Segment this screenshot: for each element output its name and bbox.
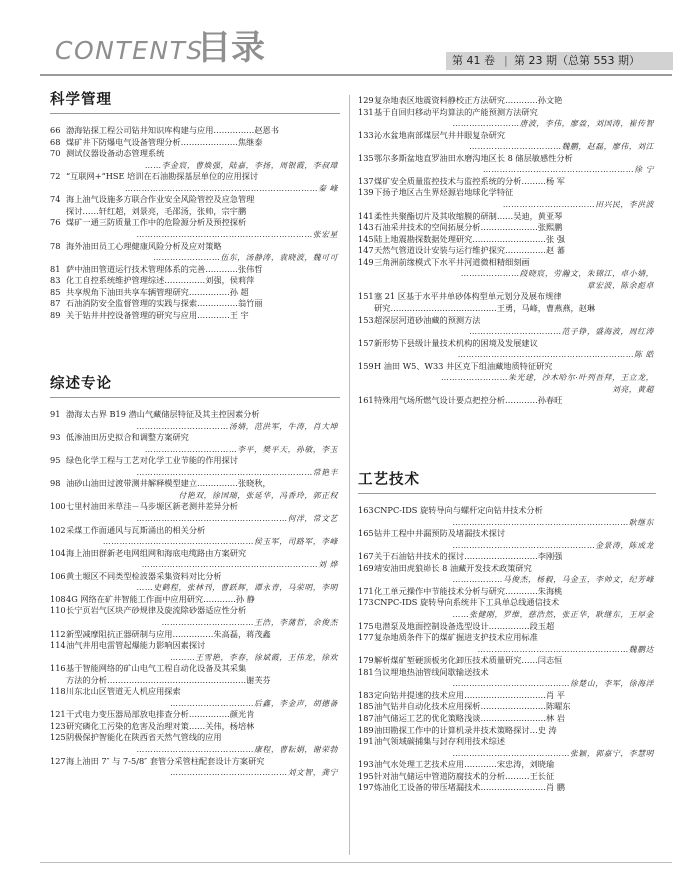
article-title: 基于智能网络的矿山电气工程自动化设备及其采集 [66, 663, 247, 674]
page-number: 98 [50, 478, 61, 489]
toc-entry[interactable] [358, 528, 656, 540]
toc-authors [50, 252, 340, 264]
page-number: 181 [358, 666, 374, 677]
page-number: 68 [50, 136, 61, 147]
toc-authors [50, 536, 340, 548]
volume-label: 第 41 卷 [452, 54, 495, 67]
page-number: 70 [50, 148, 61, 159]
toc-entry[interactable] [358, 130, 656, 142]
page-number: 145 [358, 233, 374, 244]
toc-entry[interactable] [50, 571, 340, 583]
page-number: 110 [50, 605, 66, 616]
toc-authors [358, 384, 656, 396]
section-rule [50, 113, 340, 114]
toc-entry[interactable] [50, 640, 340, 652]
author-names: ……史鹤程，张林刊，曹跃辉，谭永青，马荣明，李明 [136, 583, 338, 593]
toc-entry[interactable] [358, 245, 656, 257]
author-names: ……………………………………………金景涛，陈成龙 [452, 540, 654, 550]
article-title: “互联网+”HSE 培训在石油勘探基层单位的应用探讨 [66, 171, 259, 182]
article-title: 七里村油田米草洼－马步塬区新老测井差异分析 [66, 501, 238, 512]
article-title: 油气储运工艺的优化策略浅谈……………………林 岩 [374, 712, 565, 723]
toc-entry[interactable] [50, 125, 340, 137]
toc-entry[interactable] [358, 632, 656, 644]
toc-authors [358, 118, 656, 130]
toc-entry[interactable] [358, 257, 656, 269]
article-title: 化工自控系统维护管理综述……………刘强，侯莉萍 [66, 275, 255, 286]
page-number: 102 [50, 524, 66, 535]
toc-entry[interactable] [358, 176, 656, 188]
article-title: 新型减摩阻抗正器研制与应用……………朱高磊，蒋茂鑫 [66, 628, 271, 639]
toc-entry[interactable] [358, 563, 656, 575]
article-title: 黄土塬区不同类型检波器采集资料对比分析 [66, 570, 222, 581]
page-number: 197 [358, 782, 374, 793]
toc-authors [50, 559, 340, 571]
page-number: 153 [358, 314, 374, 325]
page-number: 108 [50, 593, 66, 604]
toc-entry[interactable] [50, 594, 340, 606]
page-number: 141 [358, 210, 374, 221]
page-number: 87 [50, 298, 61, 309]
page-number: 159 [358, 360, 374, 371]
toc-authors [50, 617, 340, 629]
toc-authors [50, 582, 340, 594]
article-title: 针对油气储运中管道防腐技术的分析………王长征 [374, 770, 555, 781]
page-number: 104 [50, 547, 66, 558]
page-number: 151 [358, 291, 374, 302]
page-number: 165 [358, 528, 374, 539]
toc-authors [50, 744, 340, 756]
article-title: 化工单元操作中节能技术分析与研究…………朱海桃 [374, 585, 563, 596]
author-names: ……………………………田兴民，李洪波 [502, 199, 654, 209]
page-number: 121 [50, 709, 66, 720]
article-title: 复杂地质条件下的煤矿掘进支护技术应用标准 [374, 632, 538, 642]
toc-entry[interactable] [358, 107, 656, 119]
toc-entry[interactable] [50, 432, 340, 444]
article-title: 采煤工作面通风与瓦斯涌出的相关分析 [66, 524, 206, 535]
toc-entry[interactable] [358, 303, 656, 315]
page-number: 193 [358, 759, 374, 770]
page-number: 173 [358, 597, 374, 608]
article-title: 干式电力变压器局部放电排查分析……………颜光肯 [66, 709, 255, 720]
author-names: ……………………………李平，樊平天，孙敏，李玉 [144, 444, 338, 454]
page-number: 100 [50, 501, 66, 512]
article-title: 新形势下县级计量技术机构的困境及发展建议 [374, 337, 538, 348]
article-title: 4G 网络在矿井智能工作面中应用研究…………孙 静 [66, 593, 255, 604]
page-number: 189 [358, 724, 374, 735]
toc-authors [50, 698, 340, 710]
article-title: 油气井用电雷管起爆能力影响因素探讨 [66, 640, 206, 650]
toc-authors [50, 229, 340, 241]
toc-authors [50, 767, 340, 779]
author-names: ………………………………………………………张宏星 [136, 229, 338, 239]
author-names: ……………………朱光建，沙木哈尔·叶列吾拜，王立龙， [441, 373, 654, 383]
article-title: 石油消防安全监督管理的实践与探索……………翁竹丽 [66, 298, 263, 309]
section-heading [50, 374, 340, 394]
author-names: …………………………后鑫，李金声，胡德备 [170, 698, 338, 708]
page-number: 118 [50, 686, 66, 697]
toc-authors [50, 652, 340, 664]
page-number: 66 [50, 125, 61, 135]
article-title: 海上油气设施多方联合作业安全风险管控及应急管理 [66, 194, 255, 205]
toc-entry[interactable] [358, 551, 656, 563]
author-names: ……………………………………徐楚山，李军，徐海洋 [452, 679, 654, 689]
article-title: 陆上地震勘探数据处理研究………………………张 强 [374, 233, 565, 244]
toc-authors [358, 349, 656, 361]
page-number: 81 [50, 263, 61, 274]
toc-entry[interactable] [358, 621, 656, 633]
toc-authors [358, 164, 656, 176]
toc-entry[interactable] [50, 525, 340, 537]
article-title: 基于自回归移动平均算法的产能预测方法研究 [374, 106, 538, 117]
page-number: 83 [50, 275, 61, 286]
toc-entry[interactable] [50, 663, 340, 675]
page-number: 161 [358, 395, 374, 406]
toc-authors [358, 574, 656, 586]
article-title: 探讨……轩红超，刘景亮，毛邵汤，张帅，宗宇鹏 [66, 205, 247, 216]
article-title: 油砂山油田过渡带测井解释模型建立……………张晓秋， [66, 478, 271, 489]
article-title: 油气水处理工艺技术应用…………宋忠涛，刘晓瑜 [374, 759, 555, 770]
author-names: ……………………………………………………………秦 峰 [125, 183, 338, 193]
author-names: ………………………………………………魏鹏达 [477, 644, 654, 654]
toc-authors [358, 748, 656, 760]
page-number: 169 [358, 562, 374, 573]
section-title: 科学管理 [50, 92, 112, 108]
toc-entry[interactable] [358, 701, 656, 713]
toc-authors [50, 490, 340, 502]
article-title: 复杂地表区地震资料静校正方法研究…………孙文艳 [374, 95, 563, 105]
section-rule [50, 397, 340, 398]
toc-entry[interactable] [358, 713, 656, 725]
article-title: 电潜泵及地面控制设备选型设计……………段玉超 [374, 620, 555, 631]
article-title: 方法的分析……………………………………………谢芙芬 [66, 674, 271, 685]
author-names: ……………………伍东，汤静涛，袁晓波，魏可可 [153, 253, 338, 263]
issue-info-bar [446, 52, 673, 70]
page-number: 191 [358, 736, 374, 746]
issue-separator: | [504, 54, 508, 67]
toc-entry[interactable] [358, 586, 656, 598]
author-names: ……………………………………刘文智，龚宁 [170, 768, 338, 777]
page-number: 116 [50, 663, 66, 674]
page-number: 131 [358, 106, 374, 117]
section-heading [358, 470, 656, 490]
article-title: CNPC-IDS 旋转导向系统井下工具单总线通信技术 [374, 597, 560, 608]
toc-entry[interactable] [358, 95, 656, 107]
article-title: 低渗油田历史拟合和调整方案研究 [66, 432, 189, 443]
article-title: 海上油田 7″ 与 7-5/8″ 套管分采管柱配套设计方案研究 [66, 755, 265, 766]
toc-entry[interactable] [358, 597, 656, 609]
toc-entry[interactable] [358, 222, 656, 234]
author-names: ………………………………………………侯玉军，司路军，李峰 [102, 537, 338, 546]
toc-entry[interactable] [50, 455, 340, 467]
article-title: 煤矿井下防爆电气设备管理分析…………………焦继泰 [66, 136, 263, 147]
toc-entry[interactable] [358, 234, 656, 246]
page-number: 72 [50, 171, 61, 182]
article-title: 沁水盆地南部煤层气井井眼复杂研究 [374, 129, 506, 140]
toc-authors [358, 644, 656, 656]
toc-entry[interactable] [358, 782, 656, 794]
page-number: 185 [358, 701, 374, 712]
toc-entry[interactable] [358, 395, 656, 407]
page-number: 95 [50, 455, 61, 466]
author-names: 付艳双，徐国瑞，张延华，冯香玲，郭正权 [178, 490, 338, 500]
article-title: 研究…………………………………王勇，马峰，曹燕燕，赵琳 [374, 302, 596, 313]
toc-authors [50, 160, 340, 172]
page-number: 171 [358, 585, 374, 596]
toc-entry[interactable] [358, 759, 656, 771]
article-title: 解析煤矿堑硬顶板劣化卸压技术质量研究……闫志恒 [374, 655, 563, 666]
page-number: 147 [358, 245, 374, 256]
page-number: 114 [50, 640, 66, 650]
author-names: ………………………………………………………刘 烨 [141, 560, 338, 570]
page-number: 163 [358, 505, 374, 515]
article-title: 渤海钻探工程公司钻井知识库构建与应用……………赵恩书 [66, 125, 279, 135]
page-number: 175 [358, 620, 374, 631]
toc-entry[interactable] [50, 194, 340, 206]
article-title: 川东北山区管道无人机应用探索 [66, 686, 181, 697]
toc-entry[interactable] [50, 298, 340, 310]
toc-entry[interactable] [50, 171, 340, 183]
article-title: 天然气管道设计安装与运行维护探究……………赵 蕃 [374, 245, 565, 256]
toc-entry[interactable] [358, 338, 656, 350]
toc-authors [50, 513, 340, 525]
toc-entry[interactable] [358, 736, 656, 748]
page-number: 195 [358, 770, 374, 781]
article-title: 油气钻井自动化技术应用探析……………………陈曜东 [374, 701, 571, 712]
author-names: …………………段晓宸，劳瀚文，朱锦江，卓小婧， [460, 269, 654, 279]
issue-label: 第 23 期（总第 553 期） [514, 54, 640, 67]
page-number: 187 [358, 712, 374, 723]
toc-entry[interactable] [50, 732, 340, 744]
article-title: 油田勘探工作中的计算机录井技术策略探讨…史 涛 [374, 724, 557, 735]
toc-authors [50, 467, 340, 479]
article-title: 绿色化学工程与工艺对化学工业节能的作用探讨 [66, 455, 238, 466]
page-number: 123 [50, 720, 66, 731]
article-title: 油气领域碳捕集与封存利用技术综述 [374, 736, 506, 746]
toc-authors [358, 372, 656, 384]
author-names: ……………………………魏鹏，赵磊，廖伟，刘江 [469, 142, 654, 152]
author-names: ………………………………………………何洋，常文艺 [136, 514, 338, 523]
article-title: 渤海太古界 B19 潜山气藏储层特征及其主控因素分析 [66, 409, 260, 419]
article-title: 柔性共聚酯切片及其收缩膜的研制……吴迪，黄亚琴 [374, 210, 563, 221]
toc-authors [358, 678, 656, 690]
page-number: 76 [50, 217, 61, 228]
article-title: 关于石油钻井技术的探讨………………………李刚强 [374, 551, 563, 562]
page-number: 78 [50, 240, 61, 251]
toc-entry[interactable] [358, 690, 656, 702]
article-title: 萨中油田管道运行技术管理体系的完善…………张伟哲 [66, 263, 263, 274]
toc-entry[interactable] [50, 478, 340, 490]
page-number: 183 [358, 689, 374, 700]
page-number: 127 [50, 755, 66, 766]
page-number: 179 [358, 655, 374, 666]
author-names: ………………马俊杰，杨毅，马金玉，李帅文，纪芳峰 [452, 575, 654, 585]
article-title: 靖安油田虎狼峁长 8 油藏开发技术政策研究 [374, 562, 532, 573]
article-title: 刍议埋地热油管线间歇输送技术 [374, 666, 489, 677]
article-title: 炼油化工设备的带压堵漏技术……………………肖 鹏 [374, 782, 565, 793]
author-names: ……………………………………康程，曹耘娟，谢荣勃 [136, 745, 338, 754]
toc-entry[interactable] [358, 505, 656, 517]
page-number: 157 [358, 337, 374, 348]
toc-entry[interactable] [50, 275, 340, 287]
section-rule [358, 493, 656, 494]
author-names: ……………………………王浩，李蒲哲，余俊杰 [161, 617, 338, 627]
toc-authors [50, 444, 340, 456]
author-names: ………王雪艳，李春，徐斌霞，王伟龙，徐欢 [170, 652, 338, 662]
toc-authors [358, 268, 656, 280]
toc-entry[interactable] [50, 137, 340, 149]
author-names: 刘亮，黄超 [612, 384, 654, 394]
article-title: 测试仪器设备动态管理系统 [66, 148, 165, 159]
header-rule [40, 74, 672, 76]
author-names: ……李金宸，曹焕强，陆嘉，李扬，周银霞，李叔璋 [144, 160, 338, 170]
toc-entry[interactable] [50, 629, 340, 641]
column-divider [349, 95, 350, 855]
toc-authors [358, 326, 656, 338]
page-number: 137 [358, 175, 374, 186]
journal-header [40, 12, 672, 70]
page-number: 167 [358, 551, 374, 562]
article-title: 关于钻井井控设备管理的研究与应用…………王 宇 [66, 309, 249, 320]
contents-title-english: CONTENTS [55, 36, 204, 65]
author-names: ……………………………范子铮，盛海波，周红涛 [469, 327, 654, 336]
article-title: 阴极保护智能化在陕西省天然气管线的应用 [66, 732, 222, 743]
toc-entry[interactable] [358, 771, 656, 783]
article-title: 煤矿安全质量监控技术与监控系统的分析………杨 军 [374, 175, 565, 186]
toc-entry[interactable] [358, 315, 656, 327]
article-title: 研究磷化工污染的危害及治理对策……关伟，杨培林 [66, 720, 255, 731]
author-names: ……………………………汤婧，范洪军，牛涛，肖大坤 [136, 421, 338, 431]
toc-entry[interactable] [50, 721, 340, 733]
page-number: 112 [50, 628, 66, 639]
page-number: 125 [50, 732, 66, 743]
toc-entry[interactable] [50, 756, 340, 768]
toc-entry[interactable] [358, 187, 656, 199]
page-number: 139 [358, 187, 374, 198]
toc-entry[interactable] [358, 211, 656, 223]
toc-authors [50, 183, 340, 195]
page-number: 74 [50, 194, 61, 205]
article-title: 海上油田群新老电网组网和海底电缆路由方案研究 [66, 547, 247, 558]
toc-entry[interactable] [50, 264, 340, 276]
author-names: ……………………唐波，李伟，廖盈，刘国涛，崔传智 [452, 119, 654, 129]
article-title: 超深层河道砂油藏的预测方法 [374, 314, 481, 325]
toc-entry[interactable] [358, 361, 656, 373]
author-names: ………………………………………………………陈 皓 [457, 350, 654, 360]
page-number: 106 [50, 570, 66, 581]
page-number: 91 [50, 409, 61, 419]
toc-entry[interactable] [358, 153, 656, 165]
page-number: 89 [50, 309, 61, 320]
toc-entry[interactable] [358, 667, 656, 679]
toc-entry[interactable] [50, 409, 340, 421]
page-number: 149 [358, 256, 374, 267]
article-title: 钻井工程中井漏预防及堵漏技术探讨 [374, 528, 506, 539]
article-title: 鄂尔多斯盆地直罗油田水磨沟地区长 8 储层敏感性分析 [374, 152, 573, 163]
toc-authors [358, 517, 656, 529]
toc-entry[interactable] [50, 217, 340, 229]
article-title: H 油田 W5、W33 井区克下组油藏地质特征研究 [374, 360, 553, 371]
toc-entry[interactable] [50, 686, 340, 698]
article-title: 特殊用气场所燃气设计要点把控分析…………孙春旺 [374, 395, 563, 406]
author-names: ………………………………………………………常艳丰 [136, 467, 338, 477]
author-names: ………………………………………………徐 宁 [482, 165, 654, 175]
article-title: 海外油田员工心理健康风险分析及应对策略 [66, 240, 222, 251]
page-number: 93 [50, 432, 61, 443]
author-names: ……张健刚，罗维，慈浩然，张正华，耿继东，王厚金 [452, 610, 654, 619]
toc-authors [358, 540, 656, 552]
toc-authors [50, 421, 340, 433]
page-number: 85 [50, 286, 61, 297]
article-title: 塞 21 区基于水平井单砂体构型单元划分及展布规律 [374, 291, 562, 302]
article-title: CNPC-IDS 旋转导向与螺杆定向钻井技术分析 [374, 505, 543, 515]
page-number: 143 [358, 222, 374, 233]
toc-entry[interactable] [50, 148, 340, 160]
article-title: 石油采井技术的空间拓展分析…………………张熙鹏 [374, 222, 563, 233]
page-number: 177 [358, 632, 374, 642]
author-names: ………………………………………………………耿继东 [452, 517, 654, 527]
toc-entry[interactable] [50, 548, 340, 560]
toc-authors [358, 609, 656, 621]
toc-entry[interactable] [50, 287, 340, 299]
article-title: 定向钻井提速的技术应用…………………………肖 平 [374, 689, 565, 700]
toc-entry[interactable] [50, 241, 340, 253]
toc-entry[interactable] [50, 709, 340, 721]
toc-entry[interactable] [50, 605, 340, 617]
toc-entry[interactable] [358, 291, 656, 303]
toc-entry[interactable] [358, 725, 656, 737]
page-number: 133 [358, 129, 374, 140]
toc-entry[interactable] [358, 655, 656, 667]
toc-entry[interactable] [50, 675, 340, 687]
article-title: 长宁页岩气区块产砂规律及旋流除砂器适应性分析 [66, 605, 247, 616]
toc-entry[interactable] [50, 206, 340, 218]
article-title: 共享规角下油田共享车辆管理研究……………孙 超 [66, 286, 249, 297]
article-title: 下扬子地区古生界烃源岩地球化学特征 [374, 187, 514, 198]
toc-authors [358, 280, 656, 292]
section-title: 综述专论 [50, 376, 112, 392]
article-title: 煤矿一通三防质量工作中的危险源分析及预控探析 [66, 217, 247, 228]
toc-entry[interactable] [50, 501, 340, 513]
author-names: 章宏波，陈余彪卓 [586, 280, 654, 290]
page-number: 135 [358, 152, 374, 163]
author-names: ……………………………………张颖，郭嘉宁，李慧明 [452, 748, 654, 758]
section-title: 工艺技术 [358, 472, 420, 488]
page-number: 129 [358, 95, 374, 105]
contents-title-chinese: 目录 [197, 28, 265, 68]
footer-rule [40, 862, 672, 863]
toc-authors [358, 141, 656, 153]
article-title: 三角洲前缘模式下水平井河道微相精细刻画 [374, 256, 530, 267]
toc-authors [358, 199, 656, 211]
section-heading [50, 90, 340, 110]
toc-entry[interactable] [50, 310, 340, 322]
